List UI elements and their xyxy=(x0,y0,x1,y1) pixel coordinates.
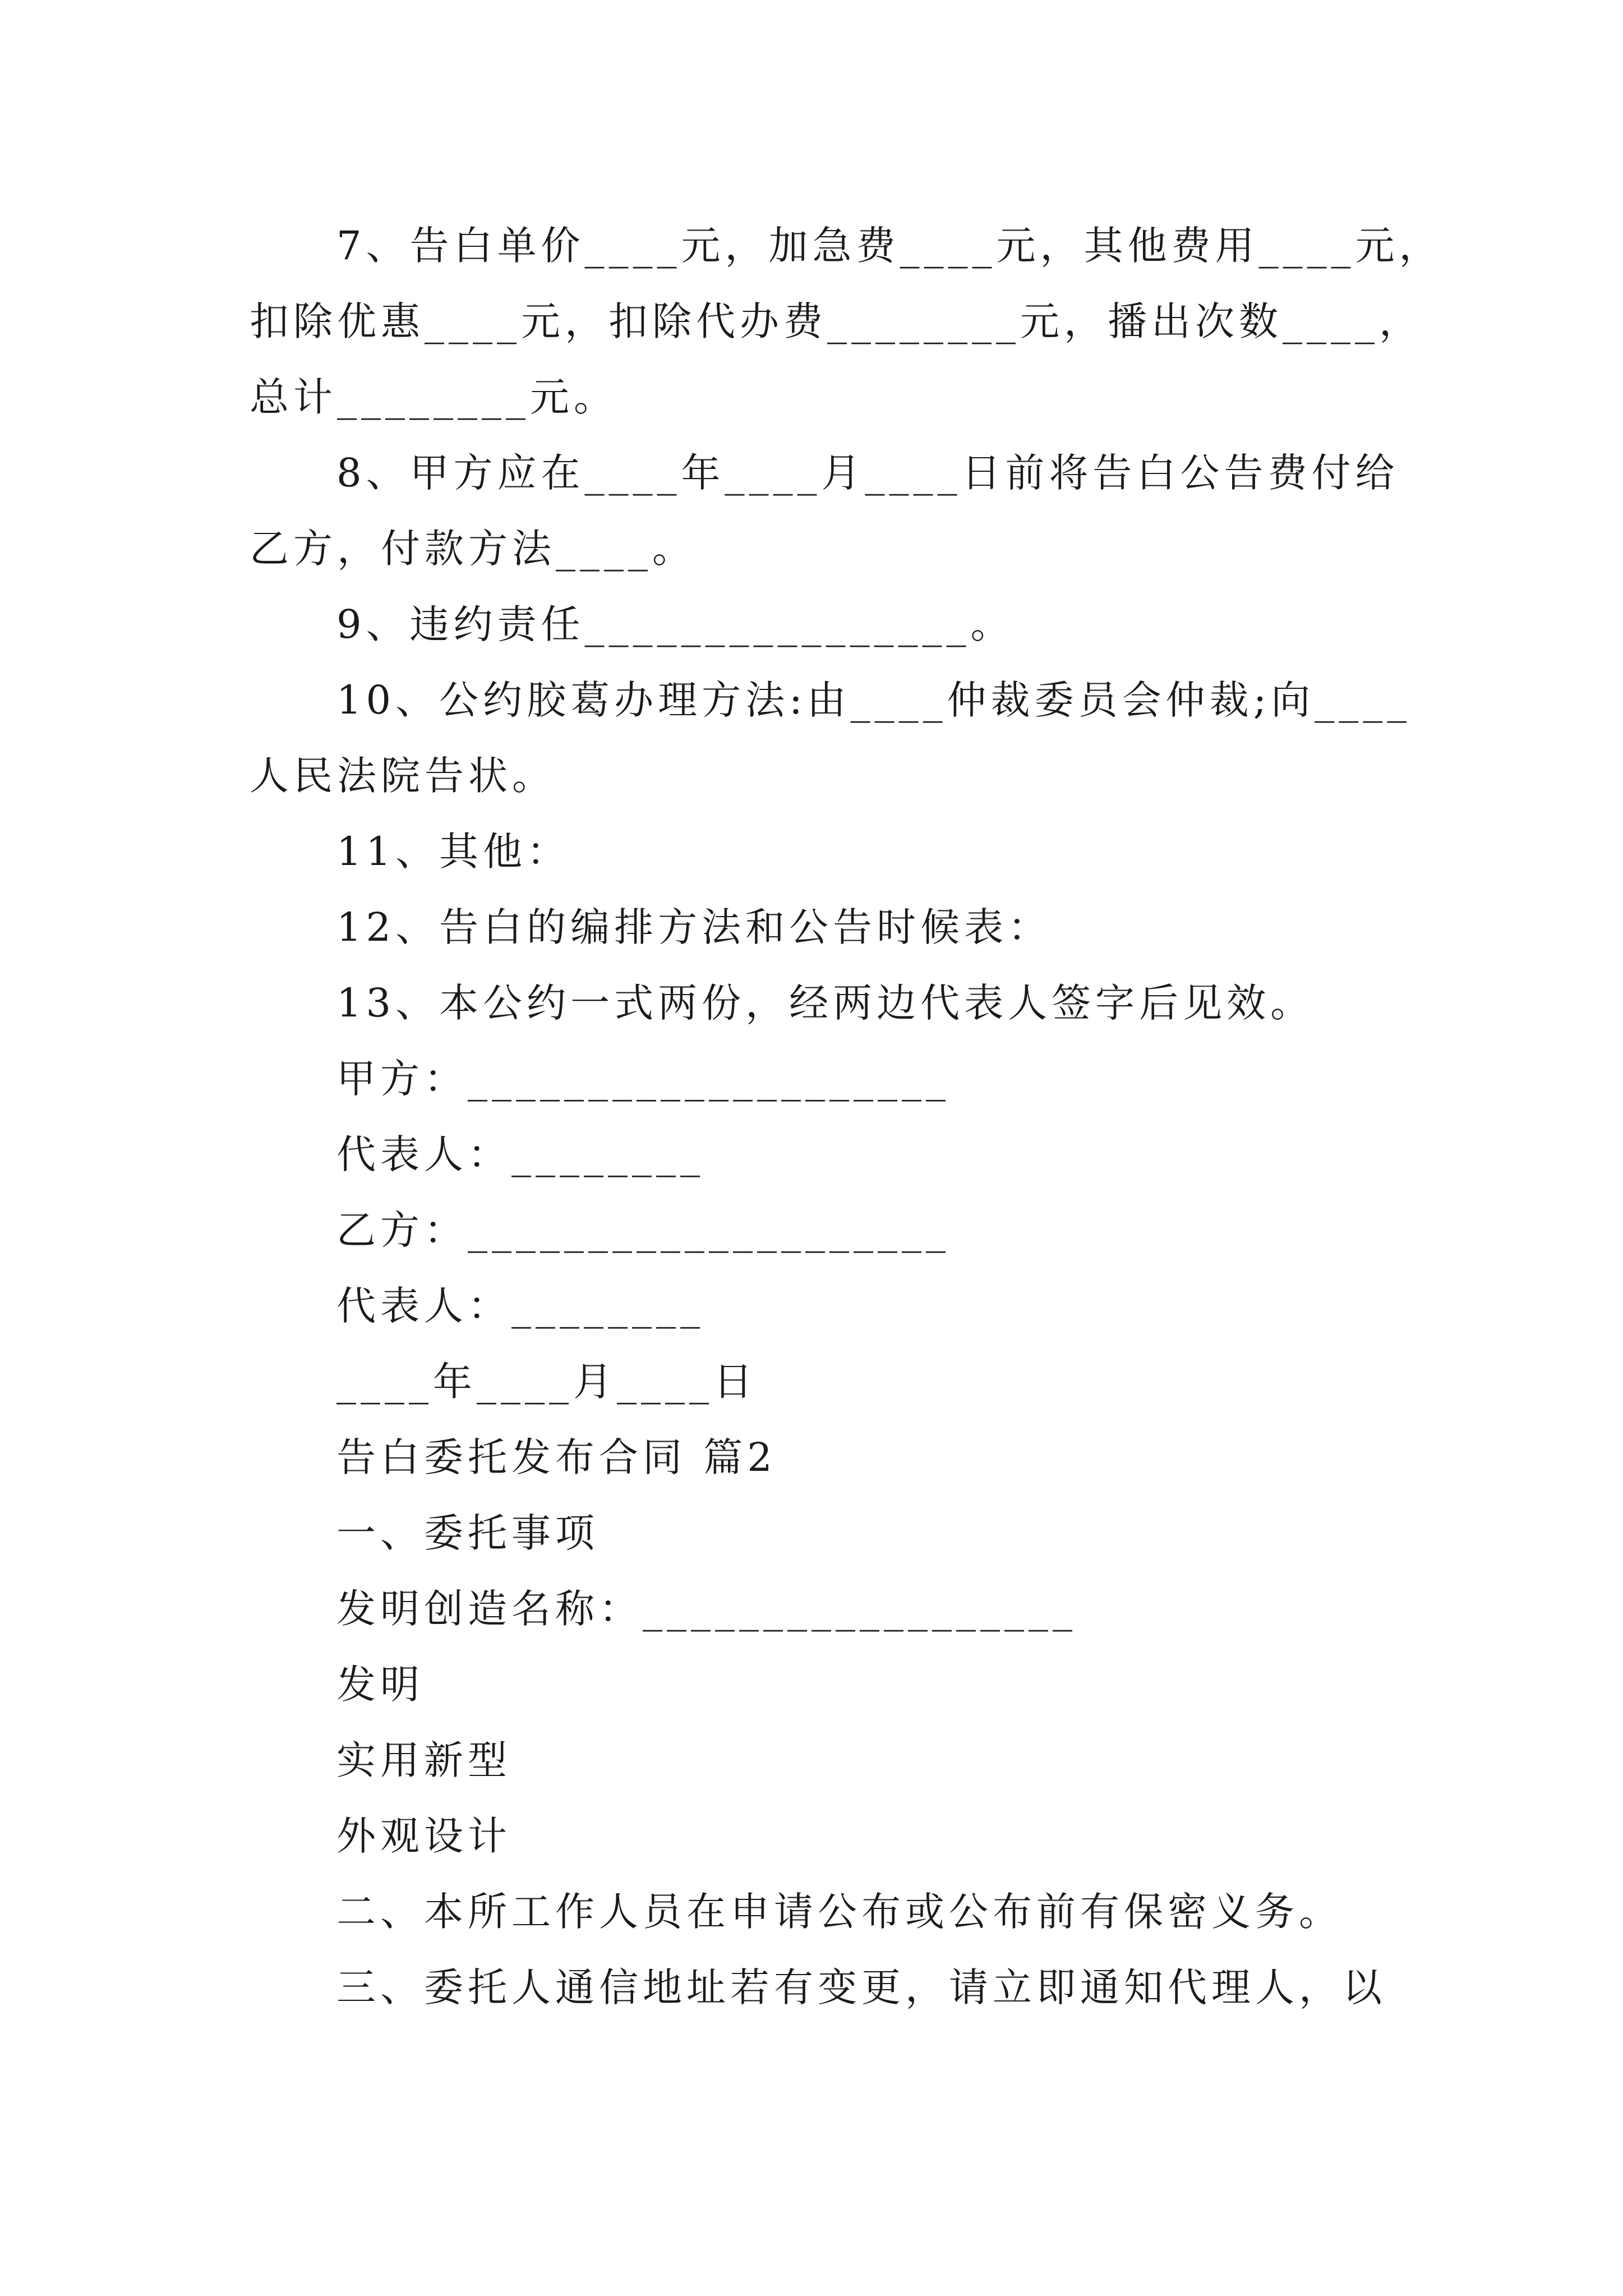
section-heading: 一、委托事项 xyxy=(336,1510,599,1556)
text-line: 人民法院告状。 xyxy=(250,753,556,799)
text-line: 实用新型 xyxy=(336,1737,511,1783)
section-title: 告白委托发布合同 篇2 xyxy=(336,1434,777,1480)
text-line: 7、告白单价____元，加急费____元，其他费用____元， xyxy=(336,223,1443,269)
text-line: 10、公约胶葛办理方法:由____仲裁委员会仲裁;向____ xyxy=(336,677,1412,723)
text-line: 二、本所工作人员在申请公布或公布前有保密义务。 xyxy=(336,1889,1343,1935)
text-line: 三、委托人通信地址若有变更，请立即通知代理人，以 xyxy=(336,1964,1386,2010)
signature-representative-b: 代表人：________ xyxy=(336,1283,704,1329)
text-line: 总计________元。 xyxy=(250,374,617,420)
signature-party-b: 乙方：____________________ xyxy=(336,1207,950,1253)
text-line: 乙方，付款方法____。 xyxy=(250,526,696,572)
text-line: 发明 xyxy=(336,1662,424,1708)
signature-party-a: 甲方：____________________ xyxy=(336,1056,950,1102)
signature-date: ____年____月____日 xyxy=(336,1359,757,1405)
text-line: 8、甲方应在____年____月____日前将告白公告费付给 xyxy=(336,450,1399,496)
text-line: 12、告白的编排方法和公告时候表： xyxy=(336,904,1052,950)
text-line: 发明创造名称：__________________ xyxy=(336,1586,1077,1632)
text-line: 13、本公约一式两份，经两边代表人签字后见效。 xyxy=(336,980,1315,1026)
text-line: 扣除优惠____元，扣除代办费________元，播出次数____， xyxy=(250,298,1423,344)
text-line: 外观设计 xyxy=(336,1813,511,1859)
signature-representative-a: 代表人：________ xyxy=(336,1131,704,1177)
text-line: 11、其他： xyxy=(336,829,571,875)
text-line: 9、违约责任________________。 xyxy=(336,601,1015,647)
